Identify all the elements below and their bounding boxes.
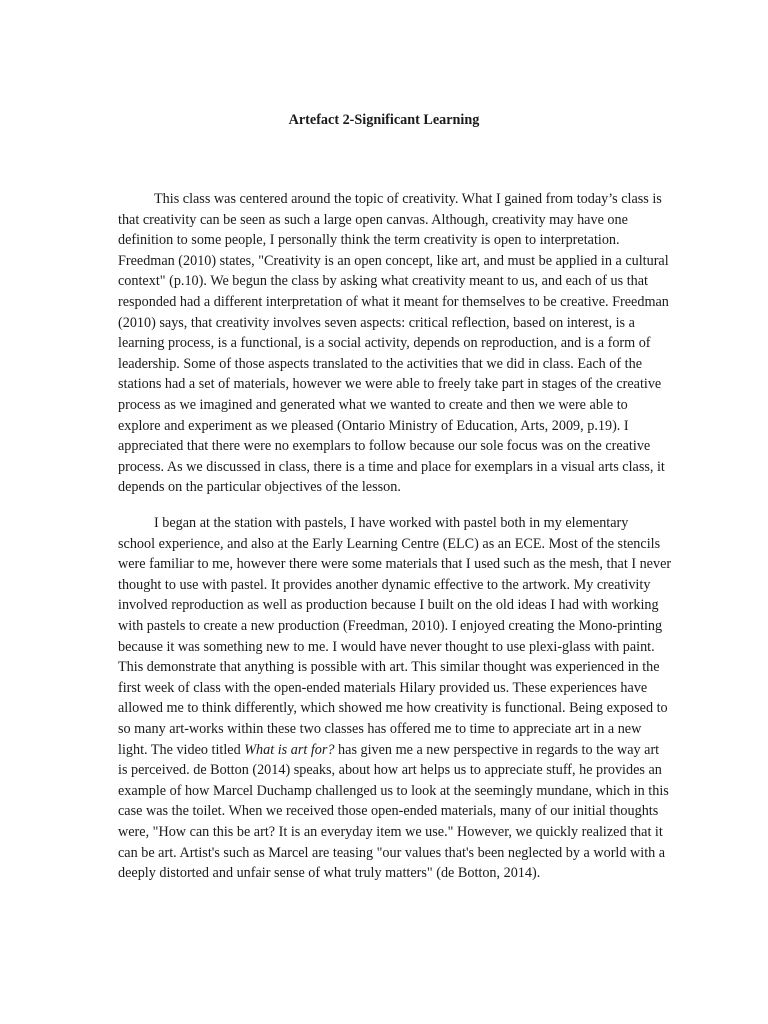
text-line: (2010) says, that creativity involves seven aspects: critical reflection, based on interest, is a xyxy=(118,314,635,331)
text-line: case was the toilet. When we received those open-ended materials, many of our initial thoughts xyxy=(118,803,659,820)
text-line: example of how Marcel Duchamp challenged us to look at the seemingly mundane, which in this xyxy=(118,782,669,799)
text-line: This class was centered around the topic of creativity. What I gained from today’s class is xyxy=(154,191,662,207)
text-line: definition to some people, I personally think the term creativity is open to interpretation. xyxy=(118,232,620,249)
text-line-video-title xyxy=(118,740,660,761)
text-line: is perceived. de Botton (2014) speaks, about how art helps us to appreciate stuff, he provides an xyxy=(118,762,662,779)
text-line: were familiar to me, however there were some materials that I used such as the mesh, that I never xyxy=(118,556,672,573)
text-line: involved reproduction as well as production because I built on the old ideas I had with working xyxy=(118,597,659,614)
text-line: allowed me to think differently, which showed me how creativity is functional. Being exposed to xyxy=(118,700,668,717)
text-line: can be art. Artist's such as Marcel are teasing "our values that's been neglected by a world with a xyxy=(118,844,666,861)
text-line: explore and experiment as we pleased (Ontario Ministry of Education, Arts, 2009, p.19). I xyxy=(118,417,629,434)
text-line: process. As we discussed in class, there is a time and place for exemplars in a visual arts class, it xyxy=(118,458,665,475)
document-title: Artefact 2-Significant Learning xyxy=(288,112,480,128)
text-line: learning process, is a functional, is a social activity, depends on reproduction, and is a form of xyxy=(118,335,651,352)
text-line: process as we imagined and generated what we wanted to create and then we were able to xyxy=(118,396,628,413)
text-line: because it was something new to me. I would have never thought to use plexi-glass with paint. xyxy=(118,638,655,655)
paragraph-1 xyxy=(118,189,669,498)
text-line: I began at the station with pastels, I have worked with pastel both in my elementary xyxy=(154,515,629,531)
text-line: so many art-works within these two classes has offered me to time to appreciate art in a new xyxy=(118,720,642,737)
text-line: thought to use with pastel. It provides another dynamic effective to the artwork. My creativity xyxy=(118,576,651,593)
text-line: responded had a different interpretation of what it meant for themselves to be creative. Freedman xyxy=(118,293,669,310)
paragraph-2 xyxy=(118,513,672,884)
video-title: What is art for? xyxy=(244,741,335,758)
text-line: leadership. Some of those aspects translated to the activities that we did in class. Each of the xyxy=(118,355,642,372)
text-line: with pastels to create a new production (Freedman, 2010). I enjoyed creating the Mono-printing xyxy=(118,617,663,634)
text-line: deeply distorted and unfair sense of what truly matters" (de Botton, 2014). xyxy=(118,865,541,882)
text-line: first week of class with the open-ended materials Hilary provided us. These experiences have xyxy=(118,679,648,696)
text-segment: has given me a new perspective in regards to the way art xyxy=(334,741,660,758)
text-line: stations had a set of materials, however we were able to freely take part in stages of the creative xyxy=(118,376,662,393)
text-line: depends on the particular objectives of the lesson. xyxy=(118,479,401,496)
text-segment: light. The video titled xyxy=(118,741,245,758)
text-line: school experience, and also at the Early Learning Centre (ELC) as an ECE. Most of the stencils xyxy=(118,535,661,552)
text-line: context" (p.10). We begun the class by asking what creativity meant to us, and each of us that xyxy=(118,273,648,290)
text-line: appreciated that there were no exemplars to follow because our sole focus was on the creative xyxy=(118,438,651,455)
text-line: This demonstrate that anything is possible with art. This similar thought was experienced in the xyxy=(118,659,660,676)
text-line: that creativity can be seen as such a large open canvas. Although, creativity may have one xyxy=(118,211,628,228)
text-line: Freedman (2010) states, "Creativity is an open concept, like art, and must be applied in a cultural xyxy=(118,252,669,269)
text-line: were, "How can this be art? It is an everyday item we use." However, we quickly realized that it xyxy=(118,823,663,840)
